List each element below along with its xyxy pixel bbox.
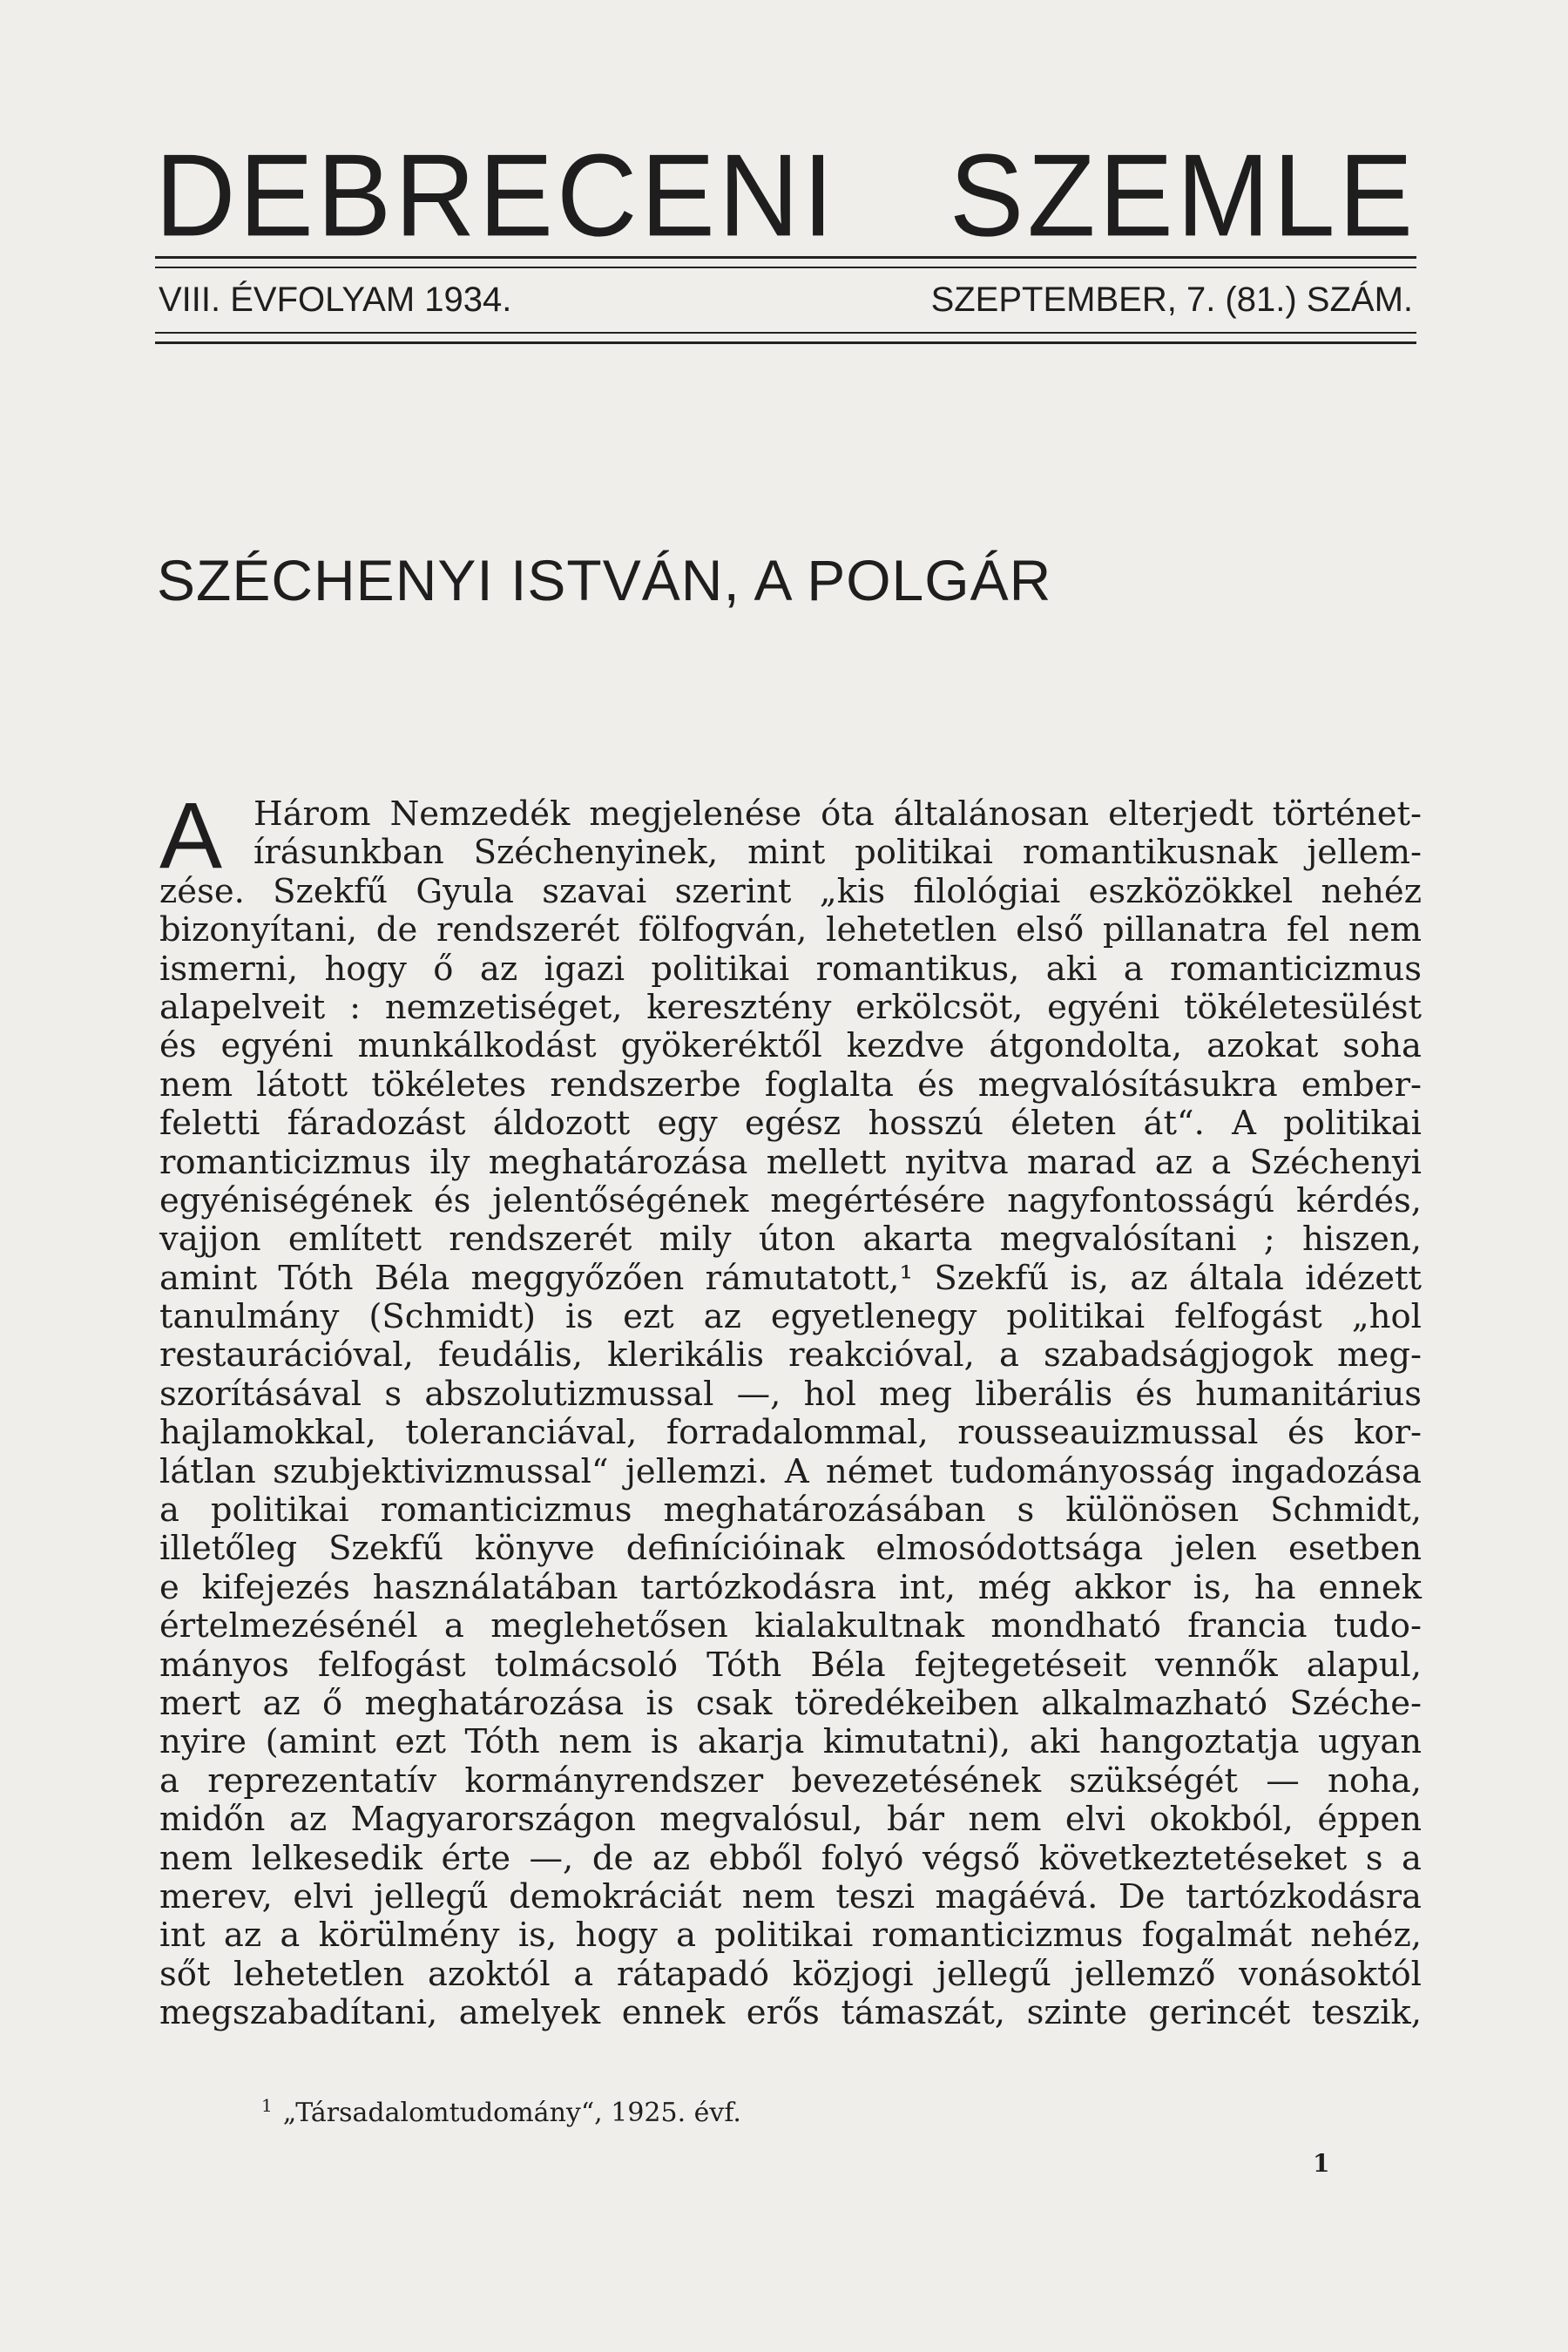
body-line: restaurációval, feudális, klerikális reakcióval, a szabadságjogok meg- xyxy=(159,1335,1422,1375)
body-line: szorításával s abszolutizmussal —, hol meg liberális és humanitárius xyxy=(159,1374,1422,1414)
body-line: mert az ő meghatározása is csak töredékeiben alkalmazható Széche- xyxy=(159,1683,1422,1723)
footnote-marker: 1 xyxy=(261,2095,273,2116)
journal-title xyxy=(155,130,1416,261)
body-line: bizonyítani, de rendszerét fölfogván, lehetetlen első pillanatra fel nem xyxy=(159,910,1422,950)
body-line: midőn az Magyarországon megvalósul, bár nem elvi okokból, éppen xyxy=(159,1800,1422,1840)
body-line: nyire (amint ezt Tóth nem is akarja kimutatni), aki hangoztatja ugyan xyxy=(159,1722,1422,1762)
body-line: írásunkban Széchenyinek, mint politikai romantikusnak jellem- xyxy=(253,833,1422,873)
body-line: tanulmány (Schmidt) is ezt az egyetlenegy politikai felfogást „hol xyxy=(159,1297,1422,1337)
body-line: int az a körülmény is, hogy a politikai romanticizmus fogalmát nehéz, xyxy=(159,1916,1422,1956)
body-line: értelmezésénél a meglehetősen kialakultnak mondható francia tudo- xyxy=(159,1606,1422,1646)
journal-title-word-1: DEBRECENI xyxy=(155,130,837,261)
issue-rule xyxy=(155,332,1416,344)
body-line: feletti fáradozást áldozott egy egész hosszú életen át“. A politikai xyxy=(159,1104,1422,1144)
body-line: merev, elvi jellegű demokráciát nem teszi magáévá. De tartózkodásra xyxy=(159,1876,1422,1916)
body-line: és egyéni munkálkodást gyökeréktől kezdve átgondolta, azokat soha xyxy=(159,1026,1422,1066)
issue-label: SZEPTEMBER, 7. (81.) SZÁM. xyxy=(930,280,1413,319)
body-line: ismerni, hogy ő az igazi politikai romantikus, aki a romanticizmus xyxy=(159,949,1422,989)
body-line: zése. Szekfű Gyula szavai szerint „kis filológiai eszközökkel nehéz xyxy=(159,871,1422,911)
body-line: hajlamokkal, toleranciával, forradalommal, rousseauizmussal és kor- xyxy=(159,1413,1422,1453)
body-line: mányos felfogást tolmácsoló Tóth Béla fejtegetéseit vennők alapul, xyxy=(159,1645,1422,1685)
body-line: vajjon említett rendszerét mily úton akarta megvalósítani ; hiszen, xyxy=(159,1220,1422,1260)
body-line: amint Tóth Béla meggyőzően rámutatott,¹ Szekfű is, az általa idézett xyxy=(159,1258,1422,1298)
body-line: a reprezentatív kormányrendszer bevezetésének szükségét — noha, xyxy=(159,1761,1422,1801)
body-line: e kifejezés használatában tartózkodásra int, még akkor is, ha ennek xyxy=(159,1567,1422,1607)
drop-cap: A xyxy=(159,782,223,888)
body-line: egyéniségének és jelentőségének megértésére nagyfontosságú kérdés, xyxy=(159,1180,1422,1220)
article-body xyxy=(159,795,1422,2033)
body-line: romanticizmus ily meghatározása mellett nyitva marad az a Széchenyi xyxy=(159,1142,1422,1182)
body-line: alapelveit : nemzetiséget, keresztény erkölcsöt, egyéni tökéletesülést xyxy=(159,987,1422,1027)
footnote-text: „Társadalomtudomány“, 1925. évf. xyxy=(282,2098,741,2128)
article-title: SZÉCHENYI ISTVÁN, A POLGÁR xyxy=(157,548,1052,612)
body-line: sőt lehetetlen azoktól a rátapadó közjogi jellegű jellemző vonásoktól xyxy=(159,1954,1422,1994)
body-line: Három Nemzedék megjelenése óta általánosan elterjedt történet- xyxy=(253,794,1422,834)
journal-title-word-2: SZEMLE xyxy=(949,130,1416,261)
body-line: nem lelkesedik érte —, de az ebből folyó végső következtetéseket s a xyxy=(159,1838,1422,1878)
issue-info xyxy=(155,280,1416,320)
body-line: a politikai romanticizmus meghatározásában s különösen Schmidt, xyxy=(159,1490,1422,1531)
page-number: 1 xyxy=(1313,2149,1330,2178)
volume-label: VIII. ÉVFOLYAM 1934. xyxy=(159,280,512,319)
masthead xyxy=(155,130,1416,344)
body-line: nem látott tökéletes rendszerbe foglalta és megvalósításukra ember- xyxy=(159,1064,1422,1105)
body-line: látlan szubjektivizmussal“ jellemzi. A német tudományosság ingadozása xyxy=(159,1451,1422,1491)
body-line: megszabadítani, amelyek ennek erős támaszát, szinte gerincét teszik, xyxy=(159,1993,1422,2033)
footnote xyxy=(261,2095,741,2128)
body-line: illetőleg Szekfű könyve definícióinak elmosódottsága jelen esetben xyxy=(159,1529,1422,1569)
